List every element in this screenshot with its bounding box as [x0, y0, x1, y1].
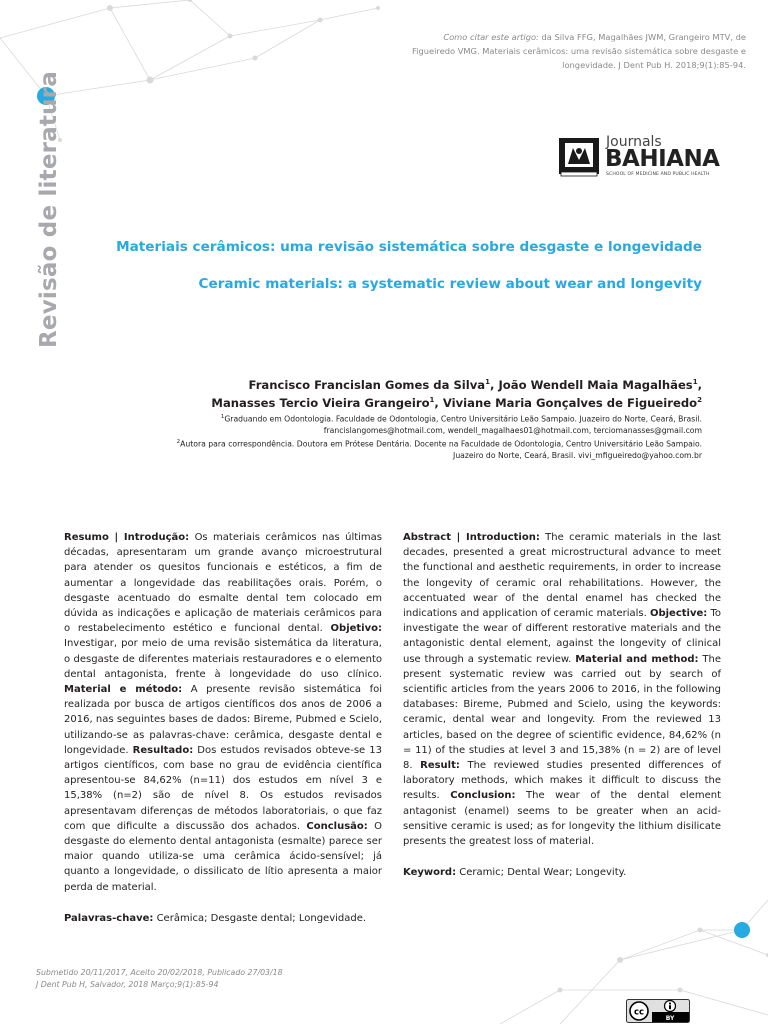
resumo-text: Resumo | Introdução: Os materiais cerâmicos nas últimas décadas, apresentaram um grande avanço microestrutural para atender os quesitos funcionais e estéticos, a fim de aumentar a longevidade das reabilitações orais. Porém, o desgaste acentuado do esmalte dental tem colocado em dúvida as indicações e aplicação de materiais cerâmicos para o restabelecimento estético e funcional dental. Objetivo: Investigar, por meio de uma revisão sistemática da literatura, o desgaste de diferentes materiais restauradores e o elemento dental antagonista, frente à longevidade do uso clínico. Material e método: A presente revisão sistemática foi realizada por busca de artigos científicos dos anos de 2006 a 2016, nas seguintes bases de dados: Bireme, Pubmed e Scielo, utilizando-se as palavras-chave: cerâmica, desgaste dental e longevidade. Resultado: Dos estudos revisados obteve-se 13 artigos científicos, com base no grau de evidência científica apresentou-se 84,62% (n=11) dos estudos em nível 3 e 15,38% (n=2) são de nível 8. Os estudos revisados apresentavam diferenças de métodos laboratoriais, o que faz com que dificulte a discussão dos achados. Conclusão: O desgaste do elemento dental antagonista (esmalte) parece ser maior quando utiliza-se uma cerâmica ácido-sensível; já quanto a longevidade, o dissilicato de lítio apresenta a maior perda de material.	[64, 532, 383, 893]
affiliation-2: Autora para correspondência. Doutora em Prótese Dentária. Docente na Faculdade de Odontologia, Centro Universitário Leão Sampaio.	[180, 439, 702, 449]
cc-by-license-icon[interactable]	[626, 999, 690, 1023]
abstract-text: Abstract | Introduction: The ceramic materials in the last decades, presented a great microstructural advance to meet the functional and aesthetic requirements, in order to increase the longevity of ceramic oral rehabilitations. However, the accentuated wear of the dental enamel has checked the indications and application of ceramic materials. Objective: To investigate the wear of different restorative materials and the antagonistic dental element, against the longevity of clinical use through a systematic review. Material and method: The present systematic review was carried out by search of scientific articles from the years 2006 to 2016, in the following databases: Bireme, Pubmed and Scielo, using the keywords: ceramic, dental wear and longevity. From the reviewed 13 articles, based on the degree of scientific evidence, 84,62% (n = 11) of the studies at level 3 and 15,38% (n = 2) are of level 8. Result: The reviewed studies presented differences of laboratory methods, which makes it difficult to discuss the results. Conclusion: The wear of the dental element antagonist (enamel) seems to be greater when an acid-sensitive ceramic is used; as for longevity the lithium disilicate presents the greatest loss of material.	[403, 532, 721, 848]
logo-bahiana: BAHIANA	[605, 146, 720, 172]
journal-logo	[557, 134, 720, 180]
section-label: Revisão de literatura	[36, 71, 62, 348]
affiliation-2-contact: Juazeiro do Norte, Ceará, Brasil. vivi_mfigueiredo@yahoo.com.br	[453, 450, 702, 460]
author-3: Manasses Tercio Vieira Grangeiro	[211, 395, 430, 410]
submission-dates: Submetido 20/11/2017, Aceito 20/02/2018, Publicado 27/03/18	[36, 968, 283, 977]
seal-icon	[557, 136, 601, 178]
by-label: BY	[665, 1015, 675, 1022]
title-english: Ceramic materials: a systematic review about wear and longevity	[198, 276, 702, 292]
palavras-chave: Palavras-chave: Cerâmica; Desgaste dental; Longevidade.	[64, 912, 367, 924]
author-4: Viviane Maria Gonçalves de Figueiredo	[442, 395, 698, 410]
citation-lead: Como citar este artigo:	[443, 32, 539, 42]
author-1: Francisco Francislan Gomes da Silva	[248, 377, 486, 392]
affiliations: $^1$Graduando em Odontologia. Faculdade de Odontologia, Centro Universitário Leão Sampaio. Juazeiro do Norte, Ceará, Brasil. francislangomes@hotmail.com, wendell_magalhaes01@hotmail.com, terciomanasses@gmail.com $^2$Autora para correspondência. Doutora em Prótese Dentária. Docente na Faculdade de Odontologia, Centro Universitário Leão Sampaio. Juazeiro do Norte, Ceará, Brasil. vivi_mfigueiredo@yahoo.com.br	[142, 412, 702, 461]
citation	[406, 30, 746, 72]
logo-school: SCHOOL OF MEDICINE AND PUBLIC HEALTH	[606, 172, 710, 177]
affiliation-1: Graduando em Odontologia. Faculdade de Odontologia, Centro Universitário Leão Sampaio. Juazeiro do Norte, Ceará, Brasil.	[224, 414, 702, 424]
keywords: Keyword: Ceramic; Dental Wear; Longevity.	[403, 867, 627, 879]
cc-label: cc	[633, 1007, 645, 1018]
author-emails: francislangomes@hotmail.com, wendell_magalhaes01@hotmail.com, terciomanasses@gmail.com	[323, 426, 702, 436]
resumo-column	[64, 530, 382, 926]
authors: Francisco Francislan Gomes da Silva$^1$, João Wendell Maia Magalhães$^1$, Manasses Tercio Vieira Grangeiro$^1$, Viviane Maria Gonçalves de Figueiredo$^2$	[211, 377, 702, 410]
author-2: João Wendell Maia Magalhães	[498, 377, 693, 392]
title-portuguese: Materiais cerâmicos: uma revisão sistemática sobre desgaste e longevidade	[116, 239, 702, 255]
abstract-column	[403, 530, 721, 880]
footer	[36, 967, 283, 991]
logo-journals: Journals	[606, 134, 662, 150]
citation-text: da Silva FFG, Magalhães JWM, Grangeiro MTV, de Figueiredo VMG. Materiais cerâmicos: uma revisão sistemática sobre desgaste e longevidade. J Dent Pub H. 2018;9(1):85-94.	[411, 32, 746, 70]
journal-reference: J Dent Pub H, Salvador, 2018 Março;9(1):85-94	[36, 980, 219, 989]
